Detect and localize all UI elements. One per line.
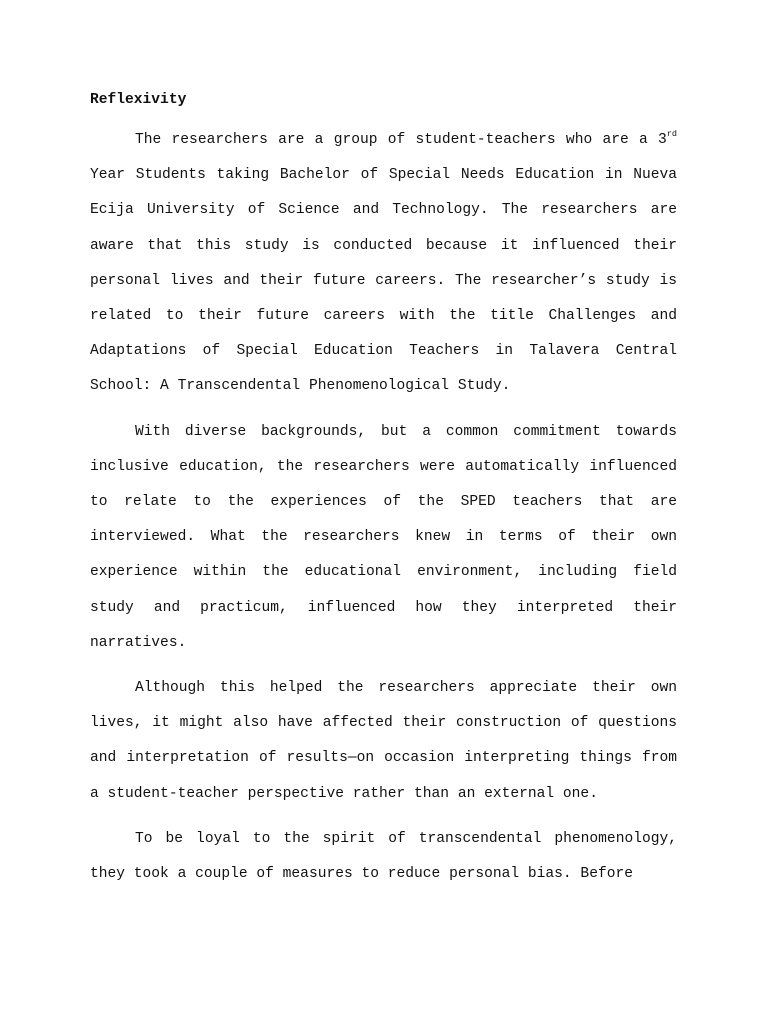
paragraph-1-part-a: The researchers are a group of student-teachers who are a 3 [135,132,667,148]
paragraph-2: With diverse backgrounds, but a common commitment towards inclusive education, the researchers were automatically influenced to relate to the experiences of the SPED teachers that are interviewed. What the researchers knew in terms of their own experience within the educational environment, including field study and practicum, influenced how they interpreted their narratives. [90,423,677,651]
document-page [90,88,677,902]
paragraph-1-part-b: Year Students taking Bachelor of Special Needs Education in Nueva Ecija University of Science and Technology. The researchers are aware that this study is conducted because it influenced their personal lives and their future careers. The researcher’s study is related to their future careers with the title Challenges and Adaptations of Special Education Teachers in Talavera Central School: A Transcendental Phenomenological Study. [90,167,677,395]
paragraph-4: To be loyal to the spirit of transcendental phenomenology, they took a couple of measures to reduce personal bias. Before [90,830,677,883]
paragraph-3: Although this helped the researchers appreciate their own lives, it might also have affected their construction of questions and interpretation of results—on occasion interpreting things from a student-teacher perspective rather than an external one. [90,680,677,802]
paragraph-1 [90,123,677,405]
ordinal-suffix: rd [666,129,677,139]
section-heading: Reflexivity [90,92,187,108]
